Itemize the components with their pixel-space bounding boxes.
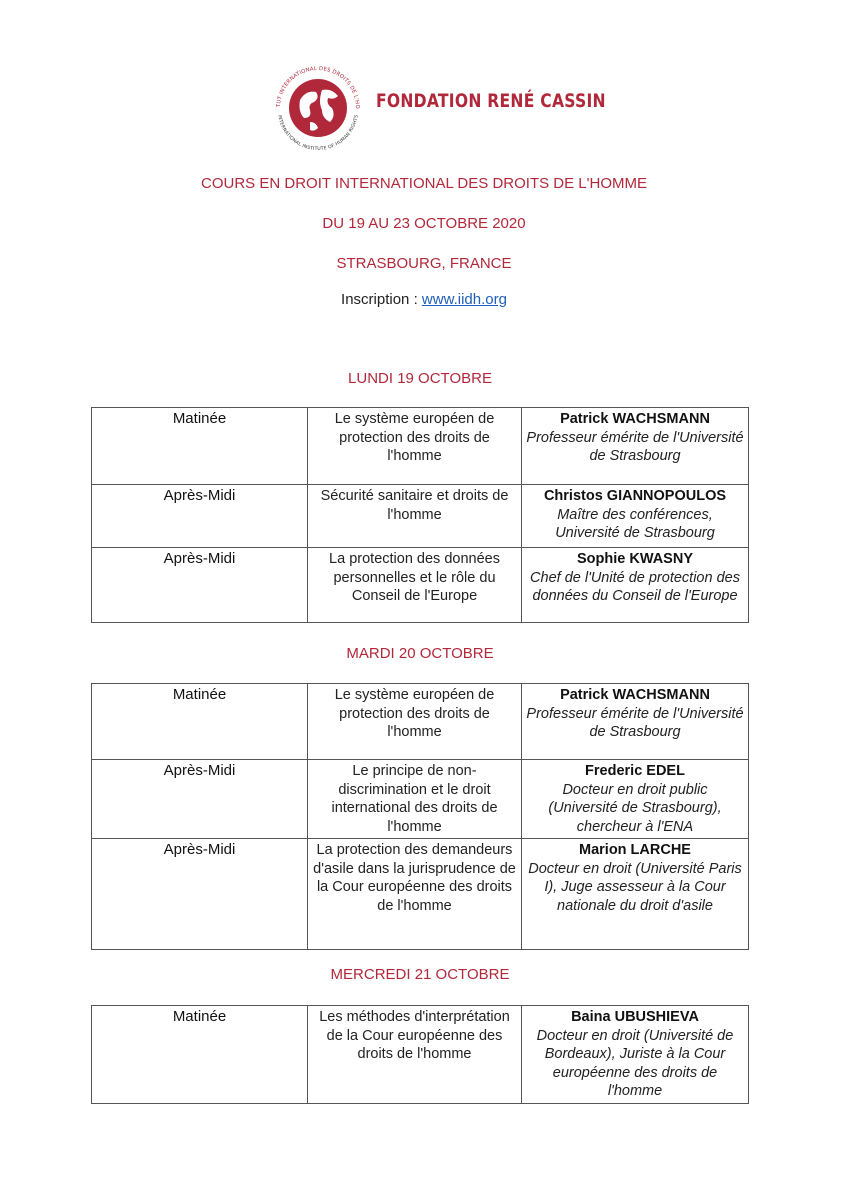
table-row <box>92 485 749 548</box>
course-dates: DU 19 AU 23 OCTOBRE 2020 <box>322 215 526 232</box>
session-speaker <box>522 548 749 623</box>
schedule-table-tuesday <box>91 683 749 950</box>
session-slot: Matinée <box>92 408 308 485</box>
table-row <box>92 408 749 485</box>
speaker-role: Docteur en droit (Université Paris I), Juge assesseur à la Cour nationale du droit d'asile <box>528 860 742 914</box>
session-slot: Après-Midi <box>92 548 308 623</box>
speaker-role: Maître des conférences, Université de Strasbourg <box>555 506 715 541</box>
speaker-role: Docteur en droit public (Université de Strasbourg), chercheur à l'ENA <box>548 781 722 835</box>
session-topic: Le système européen de protection des droits de l'homme <box>308 684 522 760</box>
day-title: MARDI 20 OCTOBRE <box>346 645 494 662</box>
session-speaker <box>522 1006 749 1104</box>
session-slot: Matinée <box>92 1006 308 1104</box>
logo-ring-bottom: INTERNATIONAL INSTITUTE OF HUMAN RIGHTS <box>276 114 360 153</box>
session-slot: Après-Midi <box>92 839 308 950</box>
day-title: MERCREDI 21 OCTOBRE <box>330 966 510 983</box>
table-row <box>92 760 749 839</box>
speaker-role: Chef de l'Unité de protection des données du Conseil de l'Europe <box>530 569 740 604</box>
session-speaker <box>522 684 749 760</box>
course-location: STRASBOURG, FRANCE <box>336 255 512 272</box>
session-speaker <box>522 760 749 839</box>
table-row <box>92 684 749 760</box>
speaker-name: Baina UBUSHIEVA <box>571 1009 699 1025</box>
registration-link[interactable]: www.iidh.org <box>421 291 507 308</box>
course-title: COURS EN DROIT INTERNATIONAL DES DROITS DE L'HOMME <box>201 175 647 192</box>
speaker-role: Docteur en droit (Université de Bordeaux), Juriste à la Cour européenne des droits de l'homme <box>536 1027 734 1099</box>
session-topic: Le système européen de protection des droits de l'homme <box>308 408 522 485</box>
session-topic: Sécurité sanitaire et droits de l'homme <box>308 485 522 548</box>
schedule-table-wednesday <box>91 1005 749 1104</box>
session-speaker <box>522 839 749 950</box>
registration-label: Inscription : <box>341 291 422 308</box>
session-speaker <box>522 485 749 548</box>
table-row <box>92 548 749 623</box>
speaker-name: Sophie KWASNY <box>576 551 693 567</box>
speaker-role: Professeur émérite de l'Université de Strasbourg <box>526 705 744 740</box>
table-row <box>92 1006 749 1104</box>
session-topic: Les méthodes d'interprétation de la Cour européenne des droits de l'homme <box>308 1006 522 1104</box>
speaker-name: Patrick WACHSMANN <box>560 411 710 427</box>
speaker-name: Christos GIANNOPOULOS <box>543 488 727 504</box>
session-slot: Matinée <box>92 684 308 760</box>
table-row <box>92 839 749 950</box>
institute-logo <box>270 60 366 156</box>
logo-ring-top: TUT INTERNATIONAL DES DROITS DE L'HO <box>275 65 361 110</box>
session-topic: Le principe de non-discrimination et le droit international des droits de l'homme <box>308 760 522 839</box>
brand-name: FONDATION RENÉ CASSIN <box>376 90 606 112</box>
session-topic: La protection des données personnelles et le rôle du Conseil de l'Europe <box>308 548 522 623</box>
registration-line <box>0 291 848 308</box>
schedule-table-monday <box>91 407 749 623</box>
speaker-name: Patrick WACHSMANN <box>560 687 710 703</box>
speaker-name: Marion LARCHE <box>579 842 691 858</box>
globe-seal-icon <box>270 60 366 156</box>
day-title: LUNDI 19 OCTOBRE <box>348 370 492 387</box>
session-speaker <box>522 408 749 485</box>
session-slot: Après-Midi <box>92 760 308 839</box>
speaker-name: Frederic EDEL <box>585 763 685 779</box>
session-topic: La protection des demandeurs d'asile dans la jurisprudence de la Cour européenne des droits de l'homme <box>308 839 522 950</box>
session-slot: Après-Midi <box>92 485 308 548</box>
speaker-role: Professeur émérite de l'Université de Strasbourg <box>526 429 744 464</box>
